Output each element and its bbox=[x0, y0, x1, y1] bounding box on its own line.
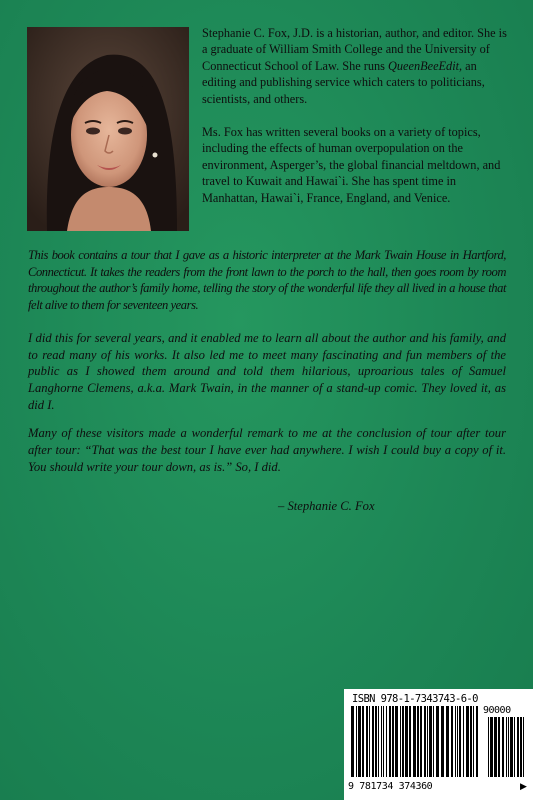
barcode-bar bbox=[506, 717, 507, 777]
barcode-bar bbox=[494, 717, 497, 777]
barcode-bar bbox=[402, 706, 404, 777]
barcode-bar bbox=[356, 706, 357, 777]
barcode-bar bbox=[372, 706, 374, 777]
barcode-bar bbox=[520, 717, 522, 777]
barcode-bar bbox=[429, 706, 432, 777]
barcode-bar bbox=[463, 706, 464, 777]
ean-bars bbox=[350, 706, 481, 777]
description-paragraph-3: Many of these visitors made a wonderful remark to me at the conclusion of tour after tour after tour: “That was the best tour I have ever had anywhere. I wish I could buy a copy of it. You should write your tour down, as is.” So, I did. bbox=[28, 426, 506, 474]
author-signature: – Stephanie C. Fox bbox=[278, 499, 375, 513]
description-paragraph-2: I did this for several years, and it enabled me to learn all about the author and his family, and to read many of his works. It also led me to meet many fascinating and fun members of the public as I showed them around and told them hilarious, uproarious tales of Samuel Langhorne Clemens, a.k.a. Mark Twain, in the manner of a stand-up comic. They loved it, as did I. bbox=[28, 330, 506, 412]
barcode-bar bbox=[383, 706, 384, 777]
barcode-bar bbox=[455, 706, 456, 777]
barcode-bar bbox=[476, 706, 478, 777]
brand-name: QueenBeeEdit bbox=[388, 58, 460, 73]
barcode-bar bbox=[490, 717, 493, 777]
barcode-bar bbox=[405, 706, 408, 777]
barcode-bar bbox=[362, 706, 364, 777]
barcode-bar bbox=[502, 717, 504, 777]
author-photo bbox=[27, 27, 189, 231]
barcode-bar bbox=[375, 706, 377, 777]
barcode-bar bbox=[441, 706, 444, 777]
ean-number: 9 781734 374360 bbox=[348, 781, 433, 792]
bio-text: , an editing and publishing service which caters to politicians, scientists, and others. bbox=[202, 58, 485, 106]
author-portrait-image bbox=[27, 27, 189, 231]
description-paragraph-1: This book contains a tour that I gave as a historic interpreter at the Mark Twain House in Hartford, Connecticut. It takes the readers from the front lawn to the porch to the hall, then goes room by room throughout the author’s family home, telling the story of the wonderful life they all lived in a house that felt alive to them for seventeen years. bbox=[28, 248, 506, 313]
bio-paragraph-1 bbox=[202, 25, 508, 107]
barcode-bar bbox=[400, 706, 401, 777]
barcode-bar bbox=[424, 706, 426, 777]
barcode-bar bbox=[457, 706, 458, 777]
barcode-bar bbox=[366, 706, 368, 777]
barcode-bar bbox=[508, 717, 509, 777]
barcode-bar bbox=[389, 706, 391, 777]
barcode-bar bbox=[427, 706, 428, 777]
addon-bars bbox=[487, 717, 527, 777]
barcode-bar bbox=[392, 706, 394, 777]
barcode-bar bbox=[451, 706, 453, 777]
barcode-bar bbox=[420, 706, 422, 777]
author-bio bbox=[202, 25, 508, 223]
barcode-bar bbox=[470, 706, 472, 777]
barcode-bar bbox=[523, 717, 524, 777]
barcode-bar bbox=[436, 706, 439, 777]
barcode-bar bbox=[358, 706, 361, 777]
barcode-bar bbox=[498, 717, 500, 777]
arrow-icon: ▶ bbox=[520, 781, 527, 791]
barcode-bar bbox=[473, 706, 474, 777]
barcode-bar bbox=[433, 706, 434, 777]
barcode-bar bbox=[459, 706, 461, 777]
barcode-bar bbox=[517, 717, 519, 777]
barcode-bar bbox=[446, 706, 449, 777]
bio-paragraph-2: Ms. Fox has written several books on a variety of topics, including the effects of human overpopulation on the environment, Asperger’s, the global financial meltdown, and travel to Kuwait and Hawai`i. She has spent time in Manhattan, Hawai`i, France, England, and Venice. bbox=[202, 125, 501, 205]
isbn-label: ISBN 978-1-7343743-6-0 bbox=[352, 693, 478, 705]
barcode-bar bbox=[417, 706, 419, 777]
bio-text: Stephanie C. Fox, J.D. is a historian, author, and editor. She is a graduate of William Smith College and the University of Connecticut School of Law. She runs bbox=[202, 26, 507, 73]
barcode-bar bbox=[369, 706, 370, 777]
barcode-bar bbox=[378, 706, 379, 777]
barcode-bar bbox=[514, 717, 515, 777]
barcode-bar bbox=[510, 717, 513, 777]
barcode-bar bbox=[466, 706, 469, 777]
addon-code: 90000 bbox=[483, 705, 511, 716]
barcode-bar bbox=[351, 706, 354, 777]
book-description bbox=[28, 247, 506, 487]
barcode-bar bbox=[413, 706, 416, 777]
barcode-bar bbox=[386, 706, 387, 777]
barcode-bar bbox=[409, 706, 411, 777]
barcode-bar bbox=[395, 706, 398, 777]
isbn-barcode bbox=[344, 689, 533, 800]
barcode-bar bbox=[488, 717, 489, 777]
barcode-bar bbox=[381, 706, 382, 777]
